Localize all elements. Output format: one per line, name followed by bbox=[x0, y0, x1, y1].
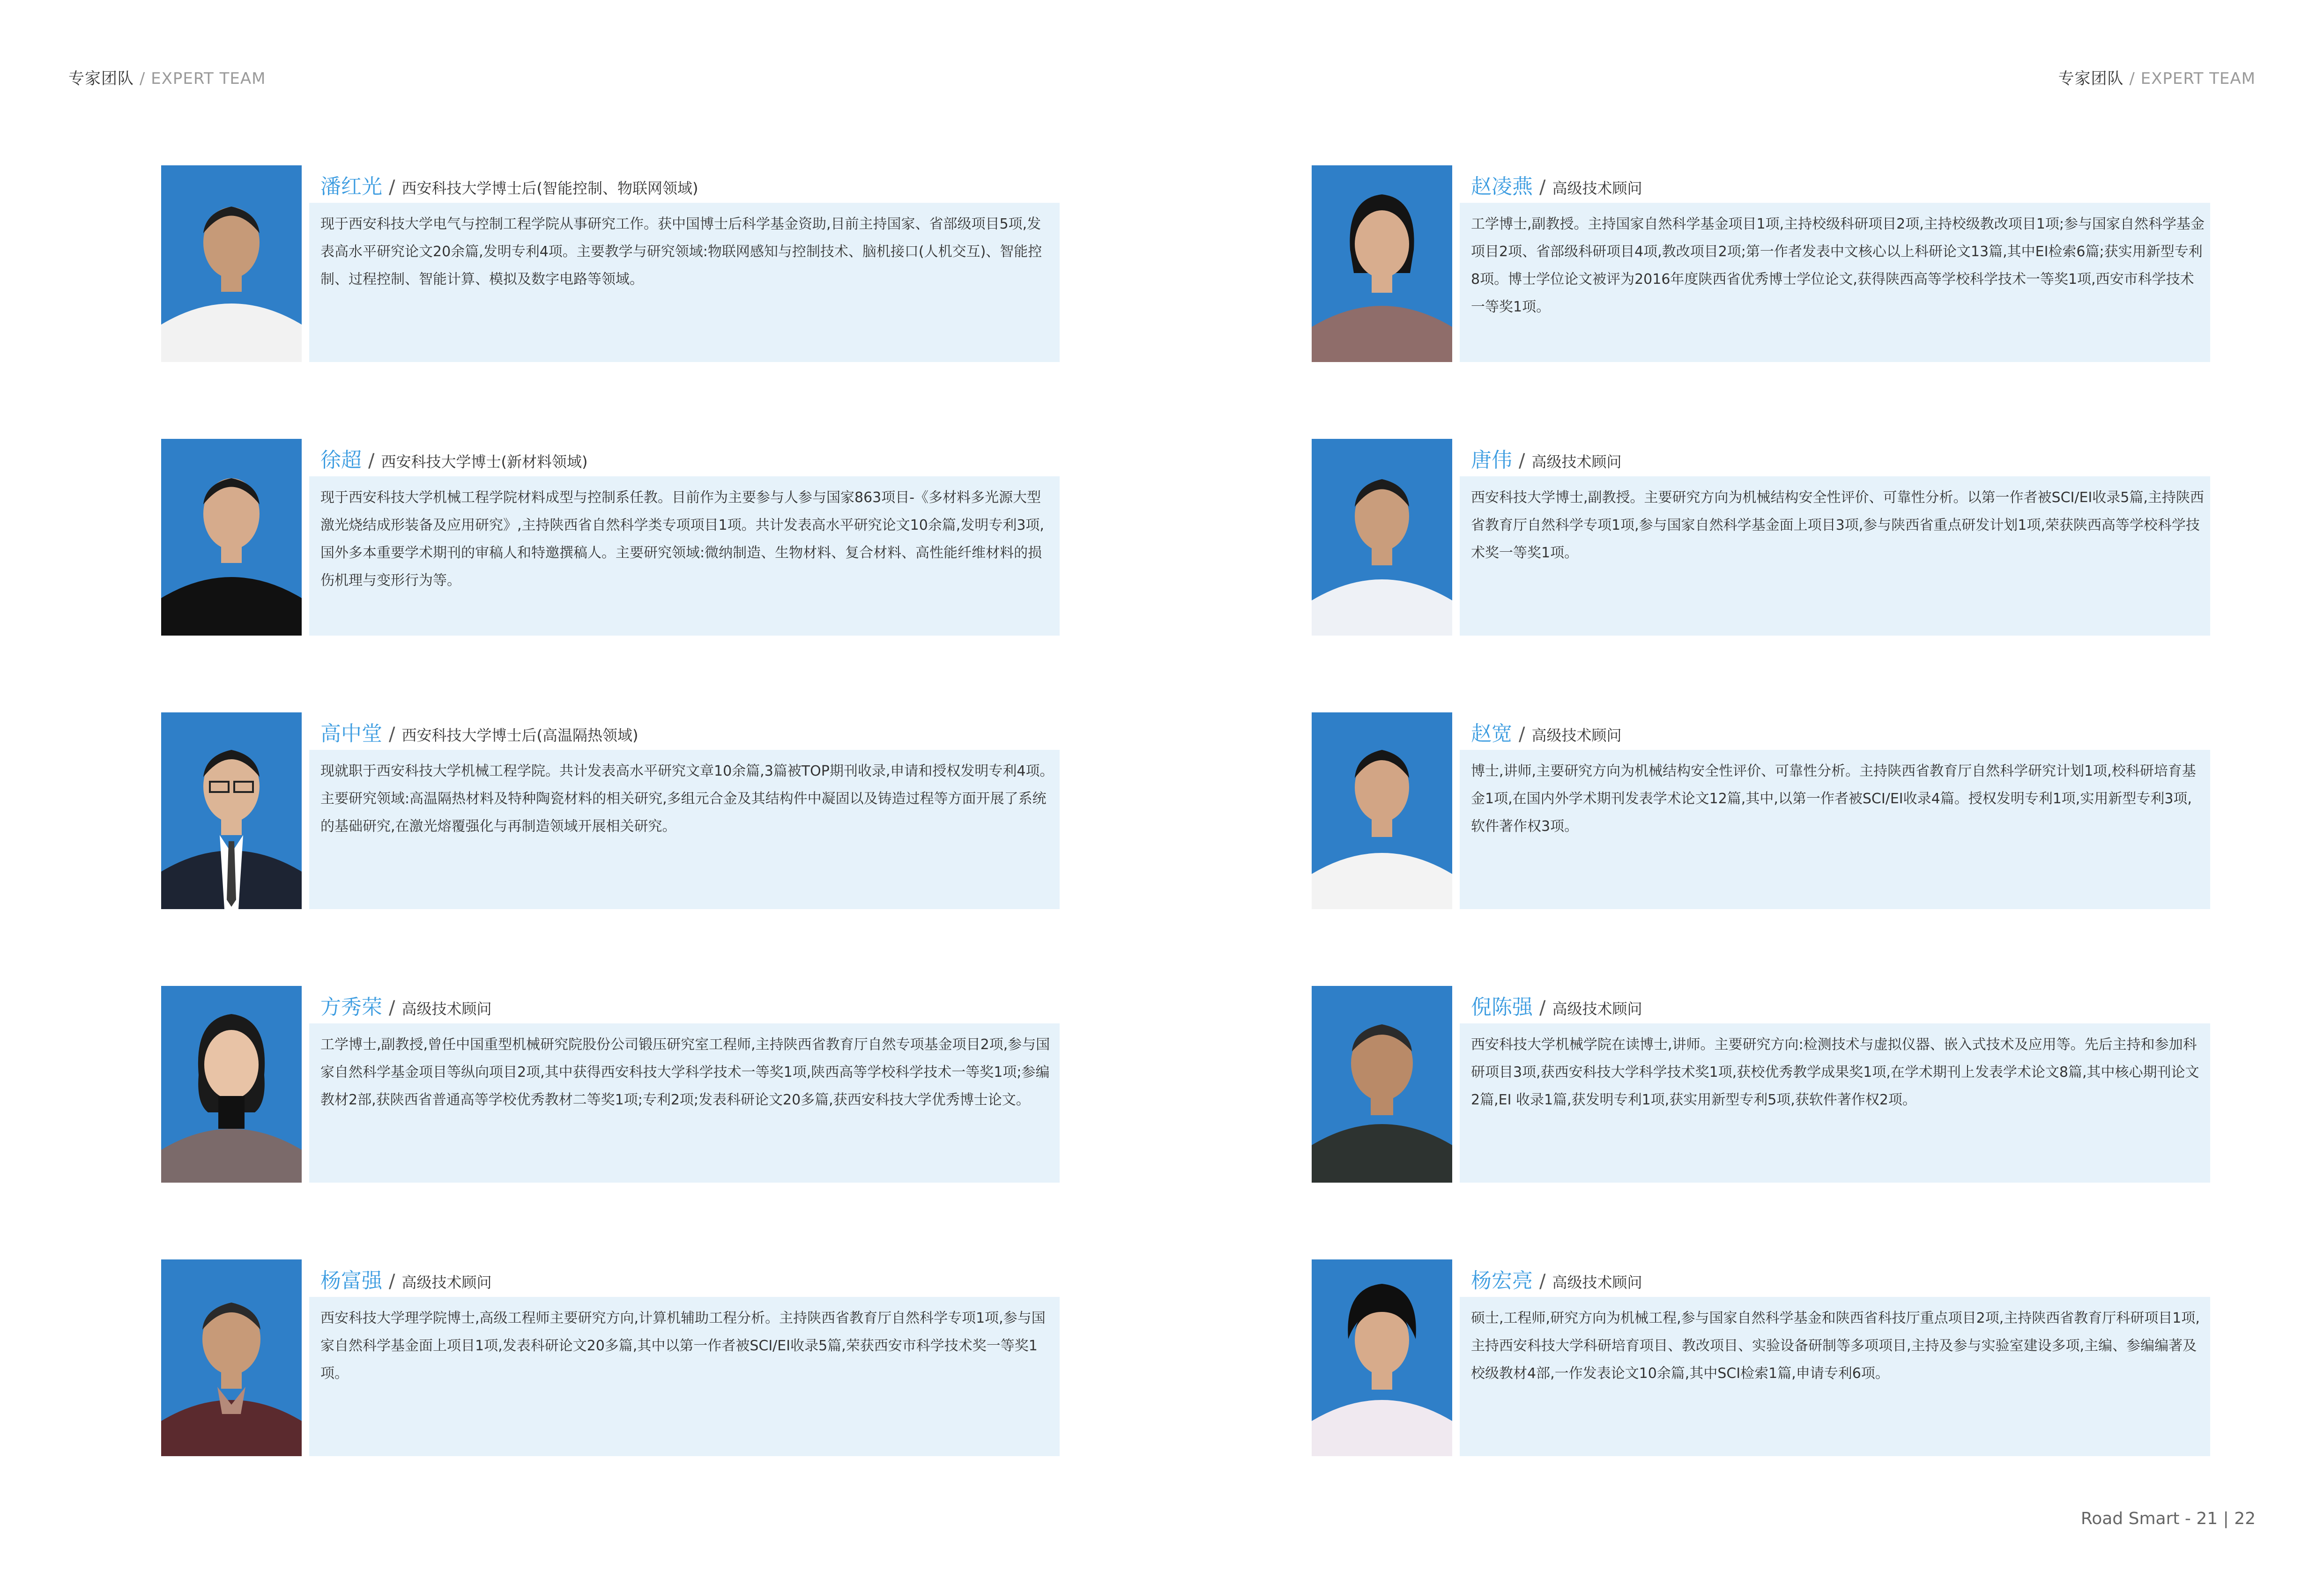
expert-desc-box bbox=[309, 750, 1060, 909]
expert-photo bbox=[1312, 439, 1452, 636]
expert-heading bbox=[1471, 446, 1622, 474]
expert-heading bbox=[1471, 173, 1642, 201]
expert-title: 高级技术顾问 bbox=[1531, 726, 1622, 744]
person-portrait-icon bbox=[1312, 1259, 1452, 1456]
expert-desc-box bbox=[1460, 476, 2210, 636]
expert-photo bbox=[161, 712, 302, 909]
slash-divider: / bbox=[1539, 1271, 1546, 1292]
expert-card bbox=[1312, 439, 2210, 636]
expert-name: 杨宏亮 bbox=[1471, 1269, 1533, 1293]
expert-card bbox=[161, 439, 1060, 636]
expert-photo bbox=[161, 1259, 302, 1456]
expert-photo bbox=[1312, 1259, 1452, 1456]
expert-desc-box bbox=[309, 203, 1060, 362]
expert-title: 高级技术顾问 bbox=[1531, 453, 1622, 471]
expert-title: 西安科技大学博士(新材料领域) bbox=[381, 453, 588, 471]
expert-photo bbox=[161, 165, 302, 362]
slash-divider: / bbox=[1519, 724, 1525, 745]
expert-desc: 西安科技大学机械学院在读博士,讲师。主要研究方向:检测技术与虚拟仪器、嵌入式技术及应用等。先后主持和参加科研项目3项,获西安科技大学科学技术奖1项,获校优秀教学成果奖1项,在学术期刊上发表学术论文8篇,其中核心期刊论文2篇,EI 收录1篇,获发明专利1项,获实用新型专利5项,获软件著作权2项。 bbox=[1471, 1037, 2199, 1108]
header-left-sep: / bbox=[139, 69, 146, 88]
expert-desc: 现于西安科技大学电气与控制工程学院从事研究工作。获中国博士后科学基金资助,目前主持国家、省部级项目5项,发表高水平研究论文20余篇,发明专利4项。主要教学与研究领域:物联网感知与控制技术、脑机接口(人机交互)、智能控制、过程控制、智能计算、模拟及数字电路等领域。 bbox=[320, 216, 1042, 288]
expert-name: 唐伟 bbox=[1471, 448, 1512, 472]
expert-name: 潘红光 bbox=[320, 175, 382, 199]
slash-divider: / bbox=[368, 450, 375, 472]
expert-card bbox=[1312, 165, 2210, 362]
expert-name: 高中堂 bbox=[320, 722, 382, 746]
expert-card bbox=[161, 165, 1060, 362]
expert-desc-box bbox=[1460, 750, 2210, 909]
expert-desc: 硕士,工程师,研究方向为机械工程,参与国家自然科学基金和陕西省科技厅重点项目2项,主持陕西省教育厅科研项目1项,主持西安科技大学科研培育项目、教改项目、实验设备研制等多项项目,主持及参与实验室建设多项,主编、参编编著及校级教材4部,一作发表论文10余篇,其中SCI检索1篇,申请专利6项。 bbox=[1471, 1310, 2200, 1382]
header-right-cn: 专家团队 bbox=[2058, 69, 2124, 88]
person-portrait-icon bbox=[161, 1259, 302, 1456]
expert-name: 赵宽 bbox=[1471, 722, 1512, 746]
expert-photo bbox=[1312, 165, 1452, 362]
expert-desc-box bbox=[309, 1297, 1060, 1456]
expert-card bbox=[161, 986, 1060, 1183]
expert-name: 倪陈强 bbox=[1471, 995, 1533, 1019]
expert-photo bbox=[1312, 712, 1452, 909]
slash-divider: / bbox=[389, 1271, 395, 1292]
page-footer: Road Smart - 21 | 22 bbox=[2080, 1509, 2256, 1528]
person-portrait-icon bbox=[161, 712, 302, 909]
expert-heading bbox=[320, 993, 492, 1022]
expert-desc-box bbox=[309, 476, 1060, 636]
header-left-en: EXPERT TEAM bbox=[151, 69, 266, 88]
expert-heading bbox=[1471, 720, 1622, 748]
expert-heading bbox=[320, 173, 698, 201]
header-right-sep: / bbox=[2129, 69, 2135, 88]
expert-name: 方秀荣 bbox=[320, 995, 382, 1019]
expert-desc-box bbox=[1460, 1297, 2210, 1456]
expert-card bbox=[161, 712, 1060, 909]
expert-heading bbox=[320, 720, 638, 748]
expert-card bbox=[1312, 712, 2210, 909]
expert-title: 西安科技大学博士后(高温隔热领域) bbox=[401, 726, 639, 744]
person-portrait-icon bbox=[1312, 712, 1452, 909]
expert-heading bbox=[1471, 1267, 1642, 1295]
slash-divider: / bbox=[389, 724, 395, 745]
header-right-en: EXPERT TEAM bbox=[2140, 69, 2256, 88]
expert-photo bbox=[1312, 986, 1452, 1183]
expert-heading bbox=[320, 446, 587, 474]
slash-divider: / bbox=[389, 997, 395, 1019]
expert-card bbox=[1312, 1259, 2210, 1456]
expert-name: 赵凌燕 bbox=[1471, 175, 1533, 199]
expert-heading bbox=[320, 1267, 492, 1295]
expert-desc-box bbox=[1460, 1023, 2210, 1183]
expert-desc-box bbox=[1460, 203, 2210, 362]
expert-desc: 现就职于西安科技大学机械工程学院。共计发表高水平研究文章10余篇,3篇被TOP期刊收录,申请和授权发明专利4项。主要研究领域:高温隔热材料及特种陶瓷材料的相关研究,多组元合金及其结构件中凝固以及铸造过程等方面开展了系统的基础研究,在激光熔覆强化与再制造领域开展相关研究。 bbox=[320, 763, 1054, 835]
expert-title: 高级技术顾问 bbox=[1552, 179, 1642, 197]
expert-desc-box bbox=[309, 1023, 1060, 1183]
expert-card bbox=[161, 1259, 1060, 1456]
header-left-cn: 专家团队 bbox=[68, 69, 134, 88]
expert-card bbox=[1312, 986, 2210, 1183]
expert-name: 杨富强 bbox=[320, 1269, 382, 1293]
expert-desc: 现于西安科技大学机械工程学院材料成型与控制系任教。目前作为主要参与人参与国家863项目-《多材料多光源大型激光烧结成形装备及应用研究》,主持陕西省自然科学类专项项目1项。共计发表高水平研究论文10余篇,发明专利3项,国外多本重要学术期刊的审稿人和特邀撰稿人。主要研究领域:微纳制造、生物材料、复合材料、高性能纤维材料的损伤机理与变形行为等。 bbox=[320, 489, 1044, 589]
person-portrait-icon bbox=[1312, 439, 1452, 636]
expert-heading bbox=[1471, 993, 1642, 1022]
expert-desc: 工学博士,副教授。主持国家自然科学基金项目1项,主持校级科研项目2项,主持校级教改项目1项;参与国家自然科学基金项目2项、省部级科研项目4项,教改项目2项;第一作者发表中文核心以上科研论文13篇,其中EI检索6篇;获实用新型专利8项。博士学位论文被评为2016年度陕西省优秀博士学位论文,获得陕西高等学校科学技术一等奖1项,西安市科学技术一等奖1项。 bbox=[1471, 216, 2205, 315]
person-portrait-icon bbox=[1312, 165, 1452, 362]
header-left bbox=[68, 66, 266, 89]
expert-photo bbox=[161, 439, 302, 636]
expert-desc: 西安科技大学博士,副教授。主要研究方向为机械结构安全性评价、可靠性分析。以第一作者被SCI/EI收录5篇,主持陕西省教育厅自然科学专项1项,参与国家自然科学基金面上项目3项,参与陕西省重点研发计划1项,荣获陕西高等学校科学技术奖一等奖1项。 bbox=[1471, 489, 2204, 561]
expert-title: 高级技术顾问 bbox=[401, 1273, 492, 1291]
expert-title: 高级技术顾问 bbox=[1552, 1000, 1642, 1018]
person-portrait-icon bbox=[161, 986, 302, 1183]
slash-divider: / bbox=[1519, 450, 1525, 472]
expert-name: 徐超 bbox=[320, 448, 362, 472]
slash-divider: / bbox=[1539, 177, 1546, 198]
expert-title: 高级技术顾问 bbox=[1552, 1273, 1642, 1291]
expert-title: 西安科技大学博士后(智能控制、物联网领域) bbox=[401, 179, 698, 197]
person-portrait-icon bbox=[161, 439, 302, 636]
slash-divider: / bbox=[1539, 997, 1546, 1019]
expert-title: 高级技术顾问 bbox=[401, 1000, 492, 1018]
slash-divider: / bbox=[389, 177, 395, 198]
expert-desc: 工学博士,副教授,曾任中国重型机械研究院股份公司锻压研究室工程师,主持陕西省教育厅自然专项基金项目2项,参与国家自然科学基金项目等纵向项目2项,其中获得西安科技大学科学技术一等奖1项,陕西高等学校科学技术一等奖1项;参编教材2部,获陕西省普通高等学校优秀教材二等奖1项;专利2项;发表科研论文20多篇,获西安科技大学优秀博士论文。 bbox=[320, 1037, 1050, 1108]
header-right bbox=[2058, 66, 2256, 89]
person-portrait-icon bbox=[1312, 986, 1452, 1183]
expert-desc: 博士,讲师,主要研究方向为机械结构安全性评价、可靠性分析。主持陕西省教育厅自然科学研究计划1项,校科研培育基金1项,在国内外学术期刊发表学术论文12篇,其中,以第一作者被SCI/EI收录4篇。授权发明专利1项,实用新型专利3项,软件著作权3项。 bbox=[1471, 763, 2196, 835]
expert-photo bbox=[161, 986, 302, 1183]
expert-desc: 西安科技大学理学院博士,高级工程师主要研究方向,计算机辅助工程分析。主持陕西省教育厅自然科学专项1项,参与国家自然科学基金面上项目1项,发表科研论文20多篇,其中以第一作者被SCI/EI收录5篇,荣获西安市科学技术奖一等奖1项。 bbox=[320, 1310, 1046, 1382]
person-portrait-icon bbox=[161, 165, 302, 362]
